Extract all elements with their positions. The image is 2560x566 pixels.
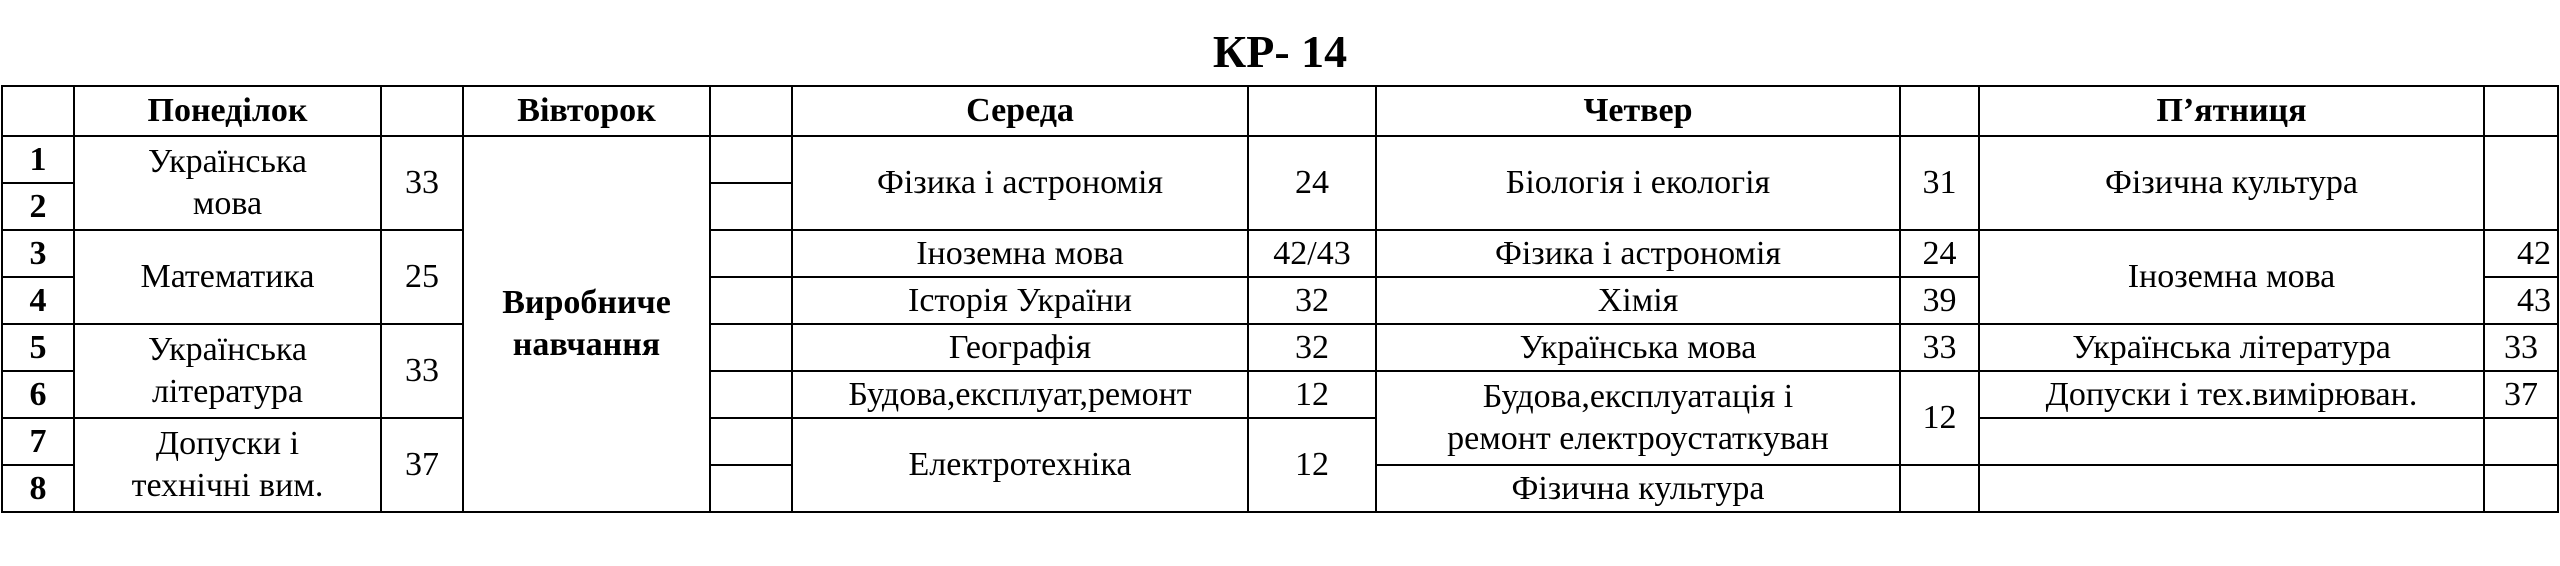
wednesday-room: 32 <box>1248 324 1376 371</box>
wednesday-lesson: Географія <box>792 324 1248 371</box>
room-header-cell <box>1900 86 1979 136</box>
monday-lesson <box>74 418 381 512</box>
friday-room: 33 <box>2484 324 2558 371</box>
thursday-lesson: Біологія і екологія <box>1376 136 1900 230</box>
friday-lesson <box>1979 465 2484 512</box>
header-row <box>2 86 2558 136</box>
tuesday-room <box>710 183 792 230</box>
friday-lesson: Фізична культура <box>1979 136 2484 230</box>
monday-room: 33 <box>381 136 463 230</box>
period-number: 5 <box>2 324 74 371</box>
wednesday-lesson: Будова,експлуат,ремонт <box>792 371 1248 418</box>
thursday-room: 31 <box>1900 136 1979 230</box>
room-header-cell <box>1248 86 1376 136</box>
tuesday-room <box>710 136 792 183</box>
thursday-room: 33 <box>1900 324 1979 371</box>
subject-line: Будова,експлуатація і <box>1482 378 1794 415</box>
monday-lesson: Математика <box>74 230 381 324</box>
subject-line: ремонт електроустаткуван <box>1447 420 1829 457</box>
friday-room <box>2484 136 2558 230</box>
subject-line: Українська <box>147 331 308 368</box>
monday-room: 25 <box>381 230 463 324</box>
subject-line: Виробниче <box>502 284 671 321</box>
friday-lesson <box>1979 418 2484 465</box>
wednesday-room: 24 <box>1248 136 1376 230</box>
thursday-lesson: Фізика і астрономія <box>1376 230 1900 277</box>
friday-room: 37 <box>2484 371 2558 418</box>
friday-lesson: Допуски і тех.вимірюван. <box>1979 371 2484 418</box>
schedule-table <box>1 85 2559 513</box>
room-header-cell <box>2484 86 2558 136</box>
wednesday-lesson: Електротехніка <box>792 418 1248 512</box>
monday-room: 37 <box>381 418 463 512</box>
subject-line: Українська <box>147 143 308 180</box>
thursday-lesson: Українська мова <box>1376 324 1900 371</box>
tuesday-room <box>710 418 792 465</box>
wednesday-room: 12 <box>1248 371 1376 418</box>
monday-lesson <box>74 324 381 418</box>
day-header-friday: П’ятниця <box>1979 86 2484 136</box>
period-number: 6 <box>2 371 74 418</box>
day-header-tuesday: Вівторок <box>463 86 710 136</box>
period-number: 3 <box>2 230 74 277</box>
tuesday-room <box>710 277 792 324</box>
wednesday-room: 12 <box>1248 418 1376 512</box>
wednesday-room: 42/43 <box>1248 230 1376 277</box>
period-header-cell <box>2 86 74 136</box>
day-header-monday: Понеділок <box>74 86 381 136</box>
day-header-thursday: Четвер <box>1376 86 1900 136</box>
tuesday-room <box>710 230 792 277</box>
period-number: 2 <box>2 183 74 230</box>
day-header-wednesday: Середа <box>792 86 1248 136</box>
friday-room: 43 <box>2484 277 2558 324</box>
table-row <box>2 230 2558 277</box>
subject-line: технічні вим. <box>131 467 324 504</box>
friday-room <box>2484 465 2558 512</box>
thursday-lesson: Фізична культура <box>1376 465 1900 512</box>
thursday-lesson <box>1376 371 1900 465</box>
friday-room: 42 <box>2484 230 2558 277</box>
subject-line: література <box>151 373 304 410</box>
friday-lesson: Українська література <box>1979 324 2484 371</box>
tuesday-lesson <box>463 136 710 512</box>
thursday-lesson: Хімія <box>1376 277 1900 324</box>
friday-lesson: Іноземна мова <box>1979 230 2484 324</box>
room-header-cell <box>710 86 792 136</box>
wednesday-lesson: Іноземна мова <box>792 230 1248 277</box>
subject-line: Допуски і <box>155 425 300 462</box>
period-number: 8 <box>2 465 74 512</box>
subject-line: навчання <box>512 326 661 363</box>
period-number: 7 <box>2 418 74 465</box>
table-row <box>2 418 2558 465</box>
tuesday-room <box>710 324 792 371</box>
room-header-cell <box>381 86 463 136</box>
friday-room <box>2484 418 2558 465</box>
table-row <box>2 324 2558 371</box>
table-row <box>2 136 2558 183</box>
period-number: 1 <box>2 136 74 183</box>
subject-line: мова <box>192 185 263 222</box>
tuesday-room <box>710 465 792 512</box>
wednesday-room: 32 <box>1248 277 1376 324</box>
period-number: 4 <box>2 277 74 324</box>
wednesday-lesson: Фізика і астрономія <box>792 136 1248 230</box>
thursday-room: 12 <box>1900 371 1979 465</box>
thursday-room: 24 <box>1900 230 1979 277</box>
monday-room: 33 <box>381 324 463 418</box>
tuesday-room <box>710 371 792 418</box>
page-title: КР- 14 <box>1212 26 1348 77</box>
thursday-room <box>1900 465 1979 512</box>
wednesday-lesson: Історія України <box>792 277 1248 324</box>
monday-lesson <box>74 136 381 230</box>
thursday-room: 39 <box>1900 277 1979 324</box>
